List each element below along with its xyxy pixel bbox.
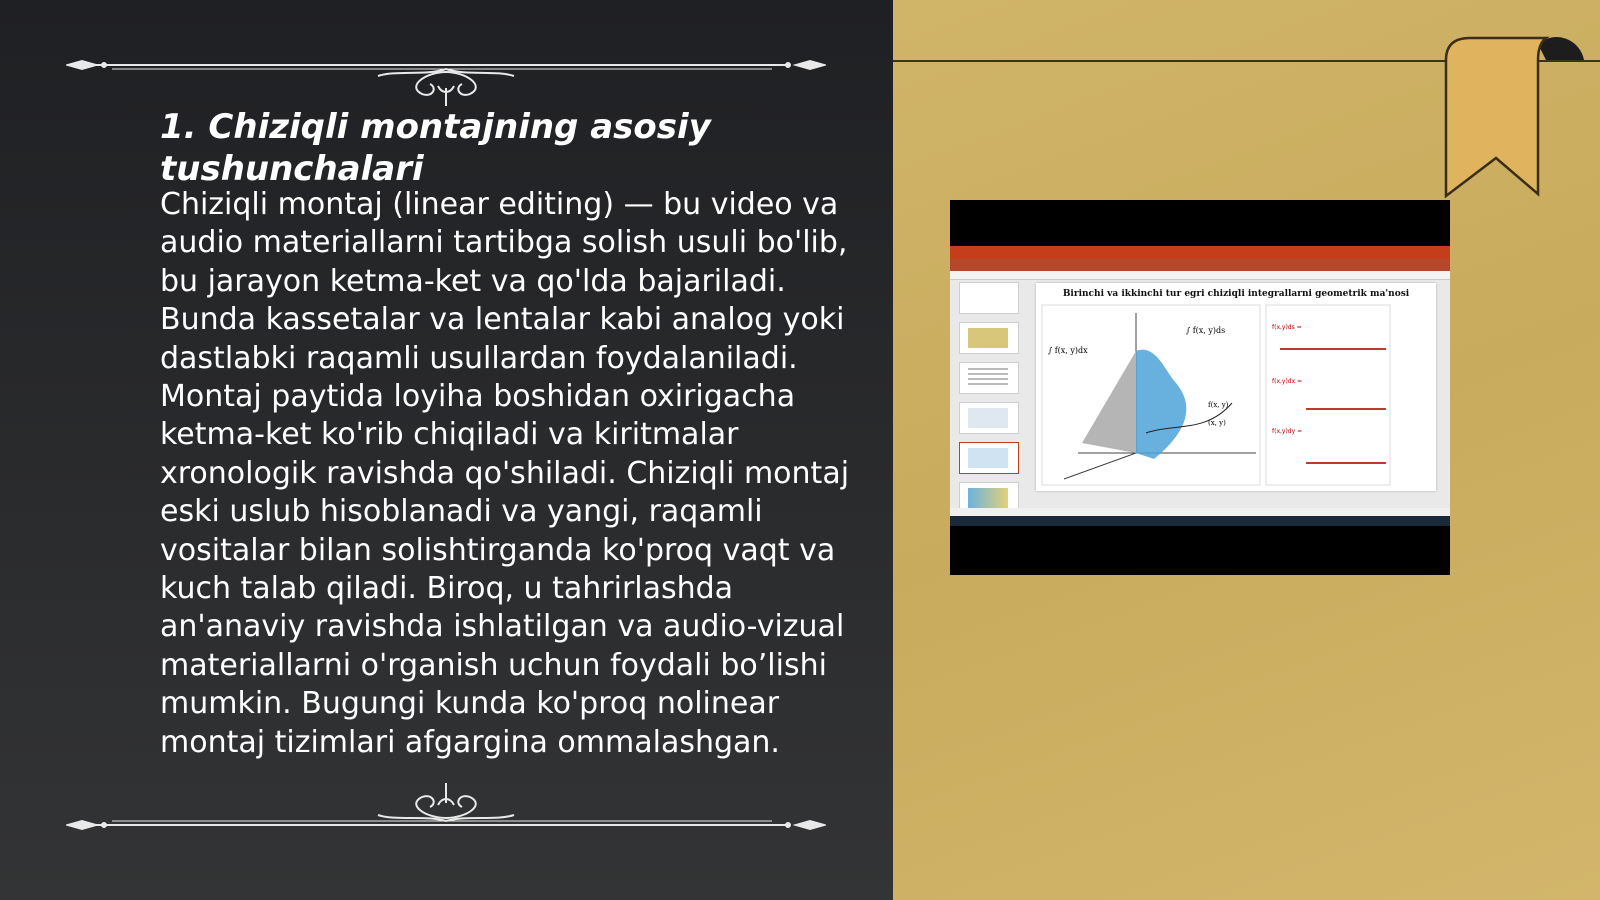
label-fxy: f(x, y) — [1208, 401, 1229, 409]
slide-thumbnails-pane — [954, 282, 1020, 508]
windows-taskbar — [950, 516, 1450, 526]
top-ornament-divider — [66, 48, 826, 108]
ribbon-toolbar — [950, 271, 1450, 280]
label-xy: (x, y) — [1208, 419, 1226, 427]
window-titlebar — [950, 246, 1450, 259]
bottom-ornament-divider — [66, 775, 826, 835]
formula-line-3: f(x,y)dy = — [1272, 428, 1303, 435]
embedded-presentation-screenshot — [950, 200, 1450, 575]
bookmark-ribbon-icon — [1430, 32, 1600, 202]
label-fxy-ds: ∫ f(x, y)ds — [1186, 326, 1226, 335]
slide-thumbnail — [959, 402, 1019, 434]
embedded-slide-title: Birinchi va ikkinchi tur egri chiziqli integrallarni geometrik ma'nosi — [1062, 289, 1410, 299]
current-slide-canvas — [1036, 283, 1436, 491]
formula-line-2: f(x,y)dx = — [1272, 378, 1303, 385]
slide-thumbnail — [959, 362, 1019, 394]
integral-geometry-figure — [1036, 283, 1436, 491]
slide-thumbnail-active — [959, 442, 1019, 474]
formula-line-1: f(x,y)ds = — [1272, 324, 1302, 331]
slide-thumbnail — [959, 322, 1019, 354]
slide-thumbnail — [959, 282, 1019, 314]
ribbon-tabs — [950, 259, 1450, 271]
slide-body-text: Chiziqli montaj (linear editing) — bu video va audio materiallarni tartibga solish usuli bo'lib, bu jarayon ketma-ket va qo'lda bajariladi. Bunda kassetalar va lentalar kabi analog yoki dastlabki raqamli usullardan foydalaniladi. Montaj paytida loyiha boshidan oxirigacha ketma-ket ko'rib chiqiladi va kiritmalar xronologik ravishda qo'shiladi. Chiziqli montaj eski uslub hisoblanadi va yangi, raqamli vositalar bilan solishtirganda ko'proq vaqt va kuch talab qiladi. Biroq, u tahrirlashda an'anaviy ravishda ishlatilgan va audio-vizual materiallarni o'rganish uchun foydali bo’lishi mumkin. Bugungi kunda ko'proq nolinear montaj tizimlari afgargina ommalashgan. — [160, 187, 850, 760]
slide-title: 1. Chiziqli montajning asosiy tushunchalari — [160, 107, 711, 189]
status-bar — [950, 508, 1450, 516]
powerpoint-window — [950, 246, 1450, 526]
label-fxy-dx: ∫ f(x, y)dx — [1048, 346, 1088, 355]
